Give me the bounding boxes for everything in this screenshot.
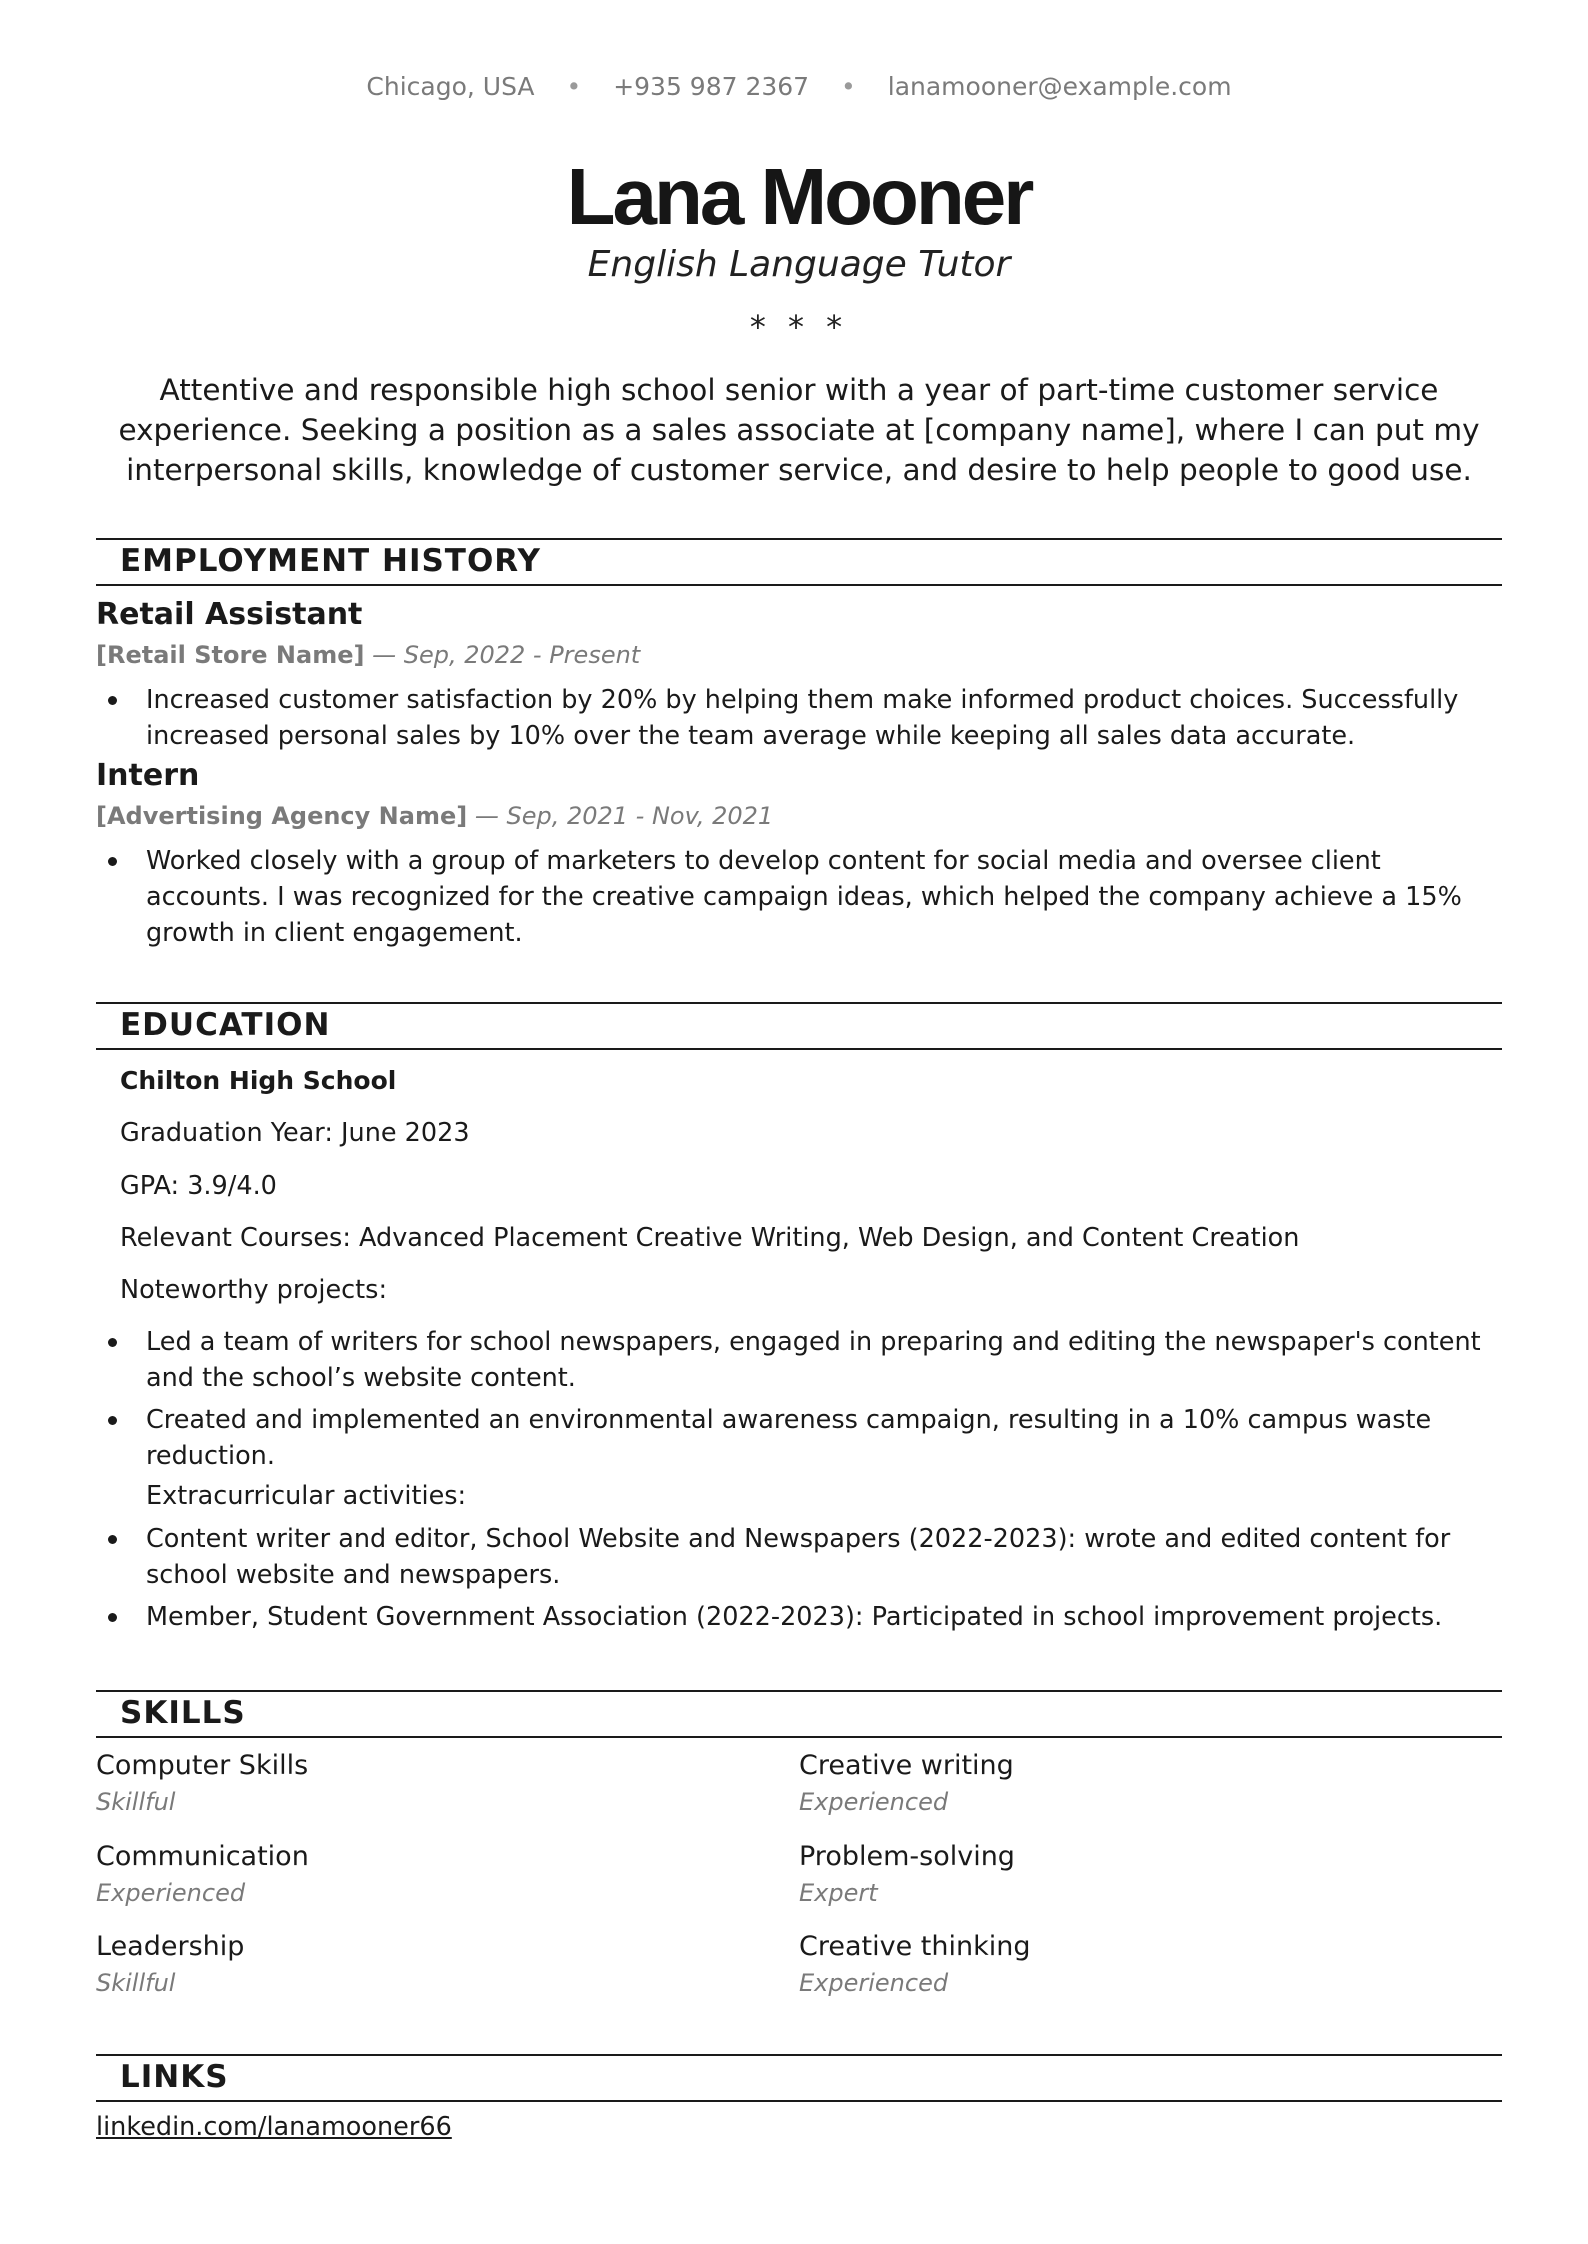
skill-item: [799, 1748, 1399, 1820]
section-heading-employment: [96, 538, 1502, 586]
linkedin-link[interactable]: linkedin.com/lanamooner66: [96, 2112, 452, 2142]
skill-level: Experienced: [96, 1879, 246, 1907]
job-company: [Retail Store Name]: [96, 641, 365, 669]
skill-name: Communication: [96, 1841, 309, 1872]
section-title: EMPLOYMENT HISTORY: [120, 543, 541, 579]
job-title: Retail Assistant: [96, 597, 363, 632]
job-company: [Advertising Agency Name]: [96, 802, 468, 830]
section-heading-education: [96, 1002, 1502, 1050]
job-dates: — Sep, 2022 - Present: [372, 641, 641, 669]
candidate-name: Lana Mooner: [566, 152, 1032, 241]
skill-name: Computer Skills: [96, 1750, 309, 1781]
skill-name: Creative writing: [799, 1750, 1014, 1781]
skill-level: Experienced: [799, 1788, 949, 1816]
section-title: SKILLS: [120, 1695, 246, 1731]
extracurricular-list: [96, 1521, 1502, 1635]
job-dates: — Sep, 2021 - Nov, 2021: [474, 802, 774, 830]
skill-level: Skillful: [96, 1788, 176, 1816]
contact-email: lanamooner@example.com: [887, 72, 1232, 101]
skill-item: [96, 1929, 696, 2001]
list-item: Member, Student Government Association (2022-2023): Participated in school improvement projects.: [96, 1599, 1502, 1635]
list-item: Increased customer satisfaction by 20% by helping them make informed product choices. Successfully increased personal sales by 10% over the team average while keeping all sales data accurate.: [96, 682, 1502, 754]
skill-level: Experienced: [799, 1969, 949, 1997]
job-bullets: [96, 682, 1502, 754]
list-item: Led a team of writers for school newspapers, engaged in preparing and editing the newspaper's content and the school’s website content.: [96, 1324, 1502, 1396]
job-title: Intern: [96, 758, 200, 793]
list-item: Created and implemented an environmental awareness campaign, resulting in a 10% campus waste reduction.: [96, 1402, 1502, 1474]
section-heading-links: [96, 2054, 1502, 2102]
school-name: Chilton High School: [120, 1066, 397, 1095]
contact-line: [96, 72, 1502, 101]
job-bullets: [96, 843, 1502, 951]
skill-name: Problem-solving: [799, 1841, 1015, 1872]
skill-item: [799, 1839, 1399, 1911]
job-meta: [96, 802, 773, 830]
section-heading-skills: [96, 1690, 1502, 1738]
skill-item: [799, 1929, 1399, 2001]
skill-item: [96, 1748, 696, 1820]
gpa: GPA: 3.9/4.0: [120, 1171, 277, 1201]
skill-name: Creative thinking: [799, 1931, 1031, 1962]
separator-dot: •: [841, 72, 856, 101]
project-list: [96, 1324, 1502, 1474]
separator-dot: •: [566, 72, 582, 101]
skill-level: Skillful: [96, 1969, 176, 1997]
summary-paragraph: Attentive and responsible high school senior with a year of part-time customer service experience. Seeking a position as a sales associate at [company name], where I can put my interpersonal skills, knowledge of customer service, and desire to help people to good use.: [118, 373, 1480, 487]
job-meta: [96, 641, 640, 669]
section-title: EDUCATION: [120, 1007, 331, 1043]
graduation-year: Graduation Year: June 2023: [120, 1118, 470, 1148]
list-item: Content writer and editor, School Website and Newspapers (2022-2023): wrote and edited content for school website and newspapers.: [96, 1521, 1502, 1593]
skill-item: [96, 1839, 696, 1911]
contact-phone: +935 987 2367: [613, 72, 810, 101]
header-divider: * * *: [749, 308, 849, 346]
candidate-title: English Language Tutor: [587, 244, 1011, 285]
list-item: Worked closely with a group of marketers to develop content for social media and oversee client accounts. I was recognized for the creative campaign ideas, which helped the company achieve a 15% growth in client engagement.: [96, 843, 1502, 951]
skill-name: Leadership: [96, 1931, 245, 1962]
relevant-courses: Relevant Courses: Advanced Placement Creative Writing, Web Design, and Content Creation: [120, 1223, 1300, 1253]
section-title: LINKS: [120, 2059, 229, 2095]
extracurricular-label: Extracurricular activities:: [146, 1481, 467, 1511]
contact-location: Chicago, USA: [366, 72, 535, 101]
projects-label: Noteworthy projects:: [120, 1275, 388, 1305]
skill-level: Expert: [799, 1879, 878, 1907]
